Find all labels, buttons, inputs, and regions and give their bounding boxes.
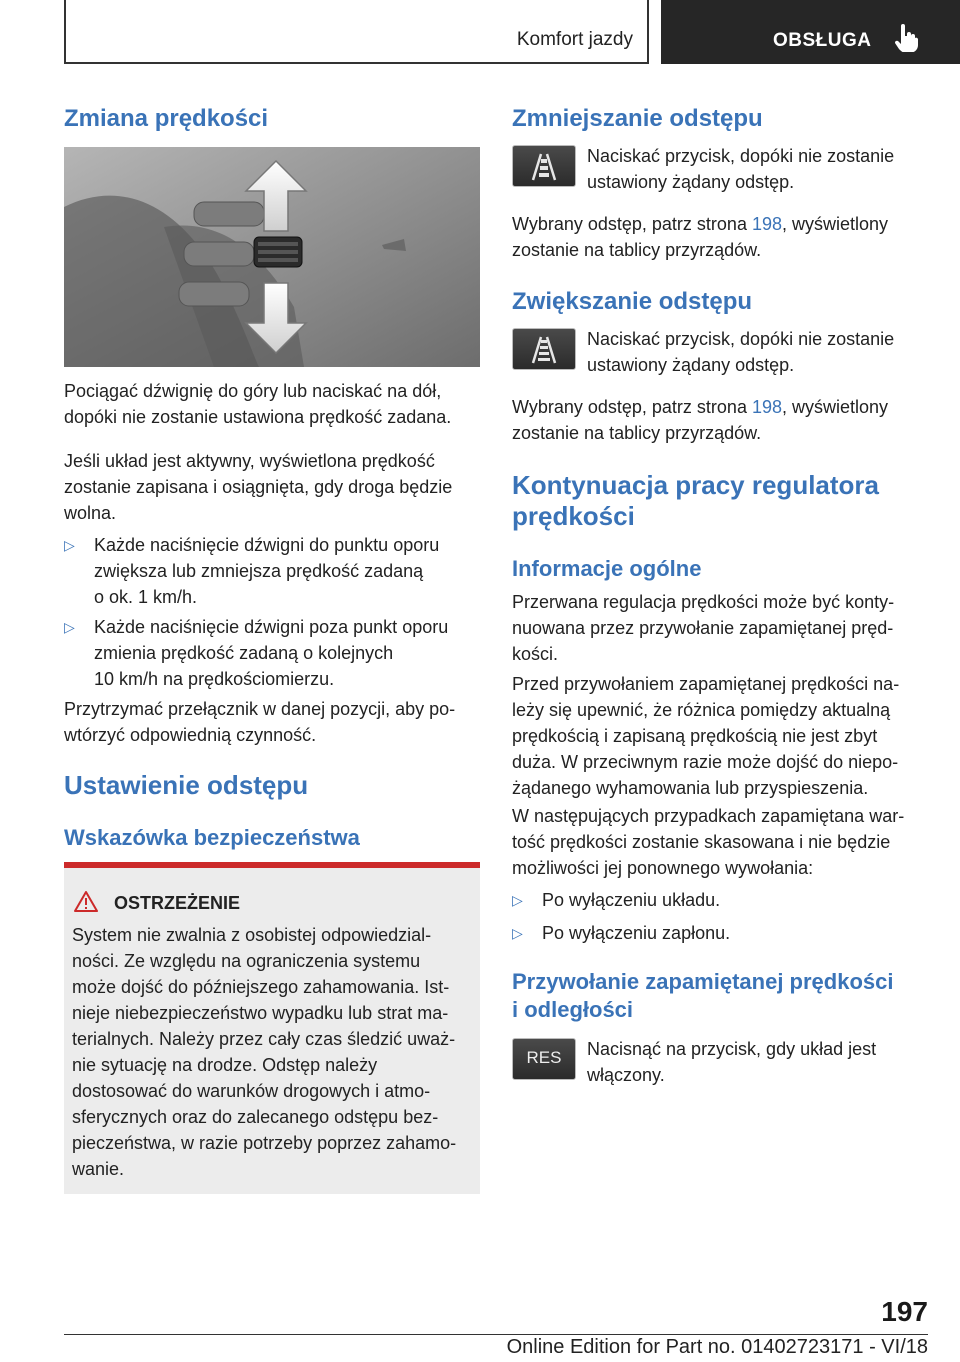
list-item-line: zmienia prędkość zadaną o kolejnych (94, 643, 394, 663)
general-paragraph-1: Przerwana regulacja prędkości może być konty‐ (512, 592, 895, 612)
heading-recall-line-2: i odległości (512, 997, 634, 1022)
heading-recall-line-1: Przywołanie zapamiętanej prędkości (512, 969, 894, 994)
warning-line: nie sytuację na drodze. Odstęp należy (72, 1055, 378, 1075)
selected-distance-line-1 (512, 394, 888, 420)
heading-general-info: Informacje ogólne (512, 556, 702, 581)
selected-distance-line-2: zostanie na tablicy przyrządów. (512, 423, 762, 443)
general-paragraph-2: Przed przywołaniem zapamiętanej prędkości na‐ (512, 674, 900, 694)
list-item-line: Każde naciśnięcie dźwigni do punktu oporu (94, 535, 440, 555)
increase-text-line-2: ustawiony żądany odstęp. (587, 355, 795, 375)
res-button-image (512, 1038, 576, 1080)
page-link-198[interactable]: 198 (751, 397, 782, 417)
heading-speed-change: Zmiana prędkości (64, 105, 269, 132)
distance-road-icon (513, 146, 575, 186)
warning-line: sferycznych oraz do zalecanego odstępu bez‐ (72, 1107, 439, 1127)
list-item-line: Każde naciśnięcie dźwigni poza punkt oporu (94, 617, 449, 637)
selected-distance-text: Wybrany odstęp, patrz strona (512, 214, 752, 234)
selected-distance-line-2: zostanie na tablicy przyrządów. (512, 240, 762, 260)
list-item (512, 887, 928, 913)
heading-decrease-distance: Zmniejszanie odstępu (512, 105, 763, 132)
warning-line: dostosować do warunków drogowych i atmo‐ (72, 1081, 431, 1101)
list-item (64, 614, 480, 692)
warning-line: pieczeństwa, w razie potrzeby poprzez zahamo‐ (72, 1133, 457, 1153)
general-paragraph-3: W następujących przypadkach zapamiętana war‐ (512, 806, 905, 826)
paragraph-2-line-2: zostanie zapisana i osiągnięta, gdy droga będzie (64, 477, 453, 497)
header-section-title: Komfort jazdy (516, 29, 633, 50)
general-paragraph-2: prędkością i zapisaną prędkością nie jest zbyt (512, 726, 878, 746)
heading-distance-setting: Ustawienie odstępu (64, 770, 309, 800)
page-link-198[interactable]: 198 (751, 214, 782, 234)
distance-road-icon (513, 329, 575, 369)
warning-box (64, 862, 480, 1194)
footer-edition: Online Edition for Part no. 01402723171 - VI/18 (506, 1336, 928, 1358)
triangle-bullet-icon: ▷ (512, 892, 523, 908)
heading-continue-line-1: Kontynuacja pracy regulatora (512, 470, 879, 500)
warning-triangle-icon (74, 890, 98, 912)
general-paragraph-3: możliwości jej ponownego wywołania: (512, 858, 814, 878)
header-section-box (64, 0, 649, 64)
warning-bar (64, 862, 480, 868)
res-text-line-1: Nacisnąć na przycisk, gdy układ jest (587, 1039, 877, 1059)
general-paragraph-2: duża. W przeciwnym razie może dojść do niepo‐ (512, 752, 899, 772)
distance-button-image-decrease (512, 145, 576, 187)
list-item-line: Po wyłączeniu zapłonu. (542, 923, 731, 943)
general-paragraph-2: leży się upewnić, że różnica pomiędzy aktualną (512, 700, 891, 720)
triangle-bullet-icon: ▷ (512, 925, 523, 941)
triangle-bullet-icon: ▷ (64, 537, 75, 553)
increase-text-line-1: Naciskać przycisk, dopóki nie zostanie (587, 329, 895, 349)
general-paragraph-1: kości. (512, 644, 559, 664)
distance-button-image-increase (512, 328, 576, 370)
selected-distance-text: Wybrany odstęp, patrz strona (512, 397, 752, 417)
warning-line: nieje niebezpieczeństwo wypadku lub strat ma‐ (72, 1003, 449, 1023)
list-item-line: 10 km/h na prędkościomierzu. (94, 669, 335, 689)
heading-continue-line-2: prędkości (512, 501, 635, 531)
paragraph-2-line-3: wolna. (64, 503, 117, 523)
selected-distance-text: , wyświetlony (782, 397, 889, 417)
decrease-text-line-2: ustawiony żądany odstęp. (587, 172, 795, 192)
res-text-line-2: włączony. (587, 1065, 665, 1085)
res-button-label: RES (526, 1048, 562, 1067)
page-number: 197 (881, 1296, 928, 1327)
paragraph-3-line-1: Przytrzymać przełącznik w danej pozycji, aby po‐ (64, 699, 456, 719)
pointing-hand-icon (894, 24, 920, 52)
paragraph-2-line-1: Jeśli układ jest aktywny, wyświetlona prędkość (64, 451, 435, 471)
list-item (64, 532, 480, 610)
footer-divider (64, 1334, 928, 1335)
general-paragraph-3: tość prędkości zostanie skasowana i nie będzie (512, 832, 891, 852)
steering-wheel-lever-image (64, 147, 480, 367)
heading-increase-distance: Zwiększanie odstępu (512, 288, 753, 315)
warning-line: wanie. (72, 1159, 125, 1179)
list-item-line: o ok. 1 km/h. (94, 587, 198, 607)
header-chapter-box (661, 0, 960, 64)
decrease-text-line-1: Naciskać przycisk, dopóki nie zostanie (587, 146, 895, 166)
selected-distance-text: , wyświetlony (782, 214, 889, 234)
warning-line: System nie zwalnia z osobistej odpowiedzial‐ (72, 925, 432, 945)
warning-title: OSTRZEŻENIE (114, 893, 241, 913)
triangle-bullet-icon: ▷ (64, 619, 75, 635)
warning-line: może dojść do późniejszego zahamowania. Ist‐ (72, 977, 450, 997)
list-item-line: zwiększa lub zmniejsza prędkość zadaną (94, 561, 424, 581)
list-item (512, 920, 928, 946)
paragraph-3-line-2: wtórzyć odpowiednią czynność. (64, 725, 317, 745)
warning-line: terialnych. Należy przez cały czas śledzić uważ‐ (72, 1029, 456, 1049)
heading-safety-note: Wskazówka bezpieczeństwa (64, 825, 360, 850)
header-chapter-title: OBSŁUGA (773, 30, 872, 51)
list-item-line: Po wyłączeniu układu. (542, 890, 721, 910)
paragraph-1-line-2: dopóki nie zostanie ustawiona prędkość zadana. (64, 407, 452, 427)
selected-distance-line-1 (512, 211, 888, 237)
general-paragraph-1: nuowana przez przywołanie zapamiętanej pręd‐ (512, 618, 894, 638)
warning-line: ności. Ze względu na ograniczenia systemu (72, 951, 421, 971)
paragraph-1-line-1: Pociągać dźwignię do góry lub naciskać na dół, (64, 381, 442, 401)
general-paragraph-2: żądanego wyhamowania lub przyspieszenia. (512, 778, 869, 798)
steering-wheel-illustration (64, 147, 480, 367)
